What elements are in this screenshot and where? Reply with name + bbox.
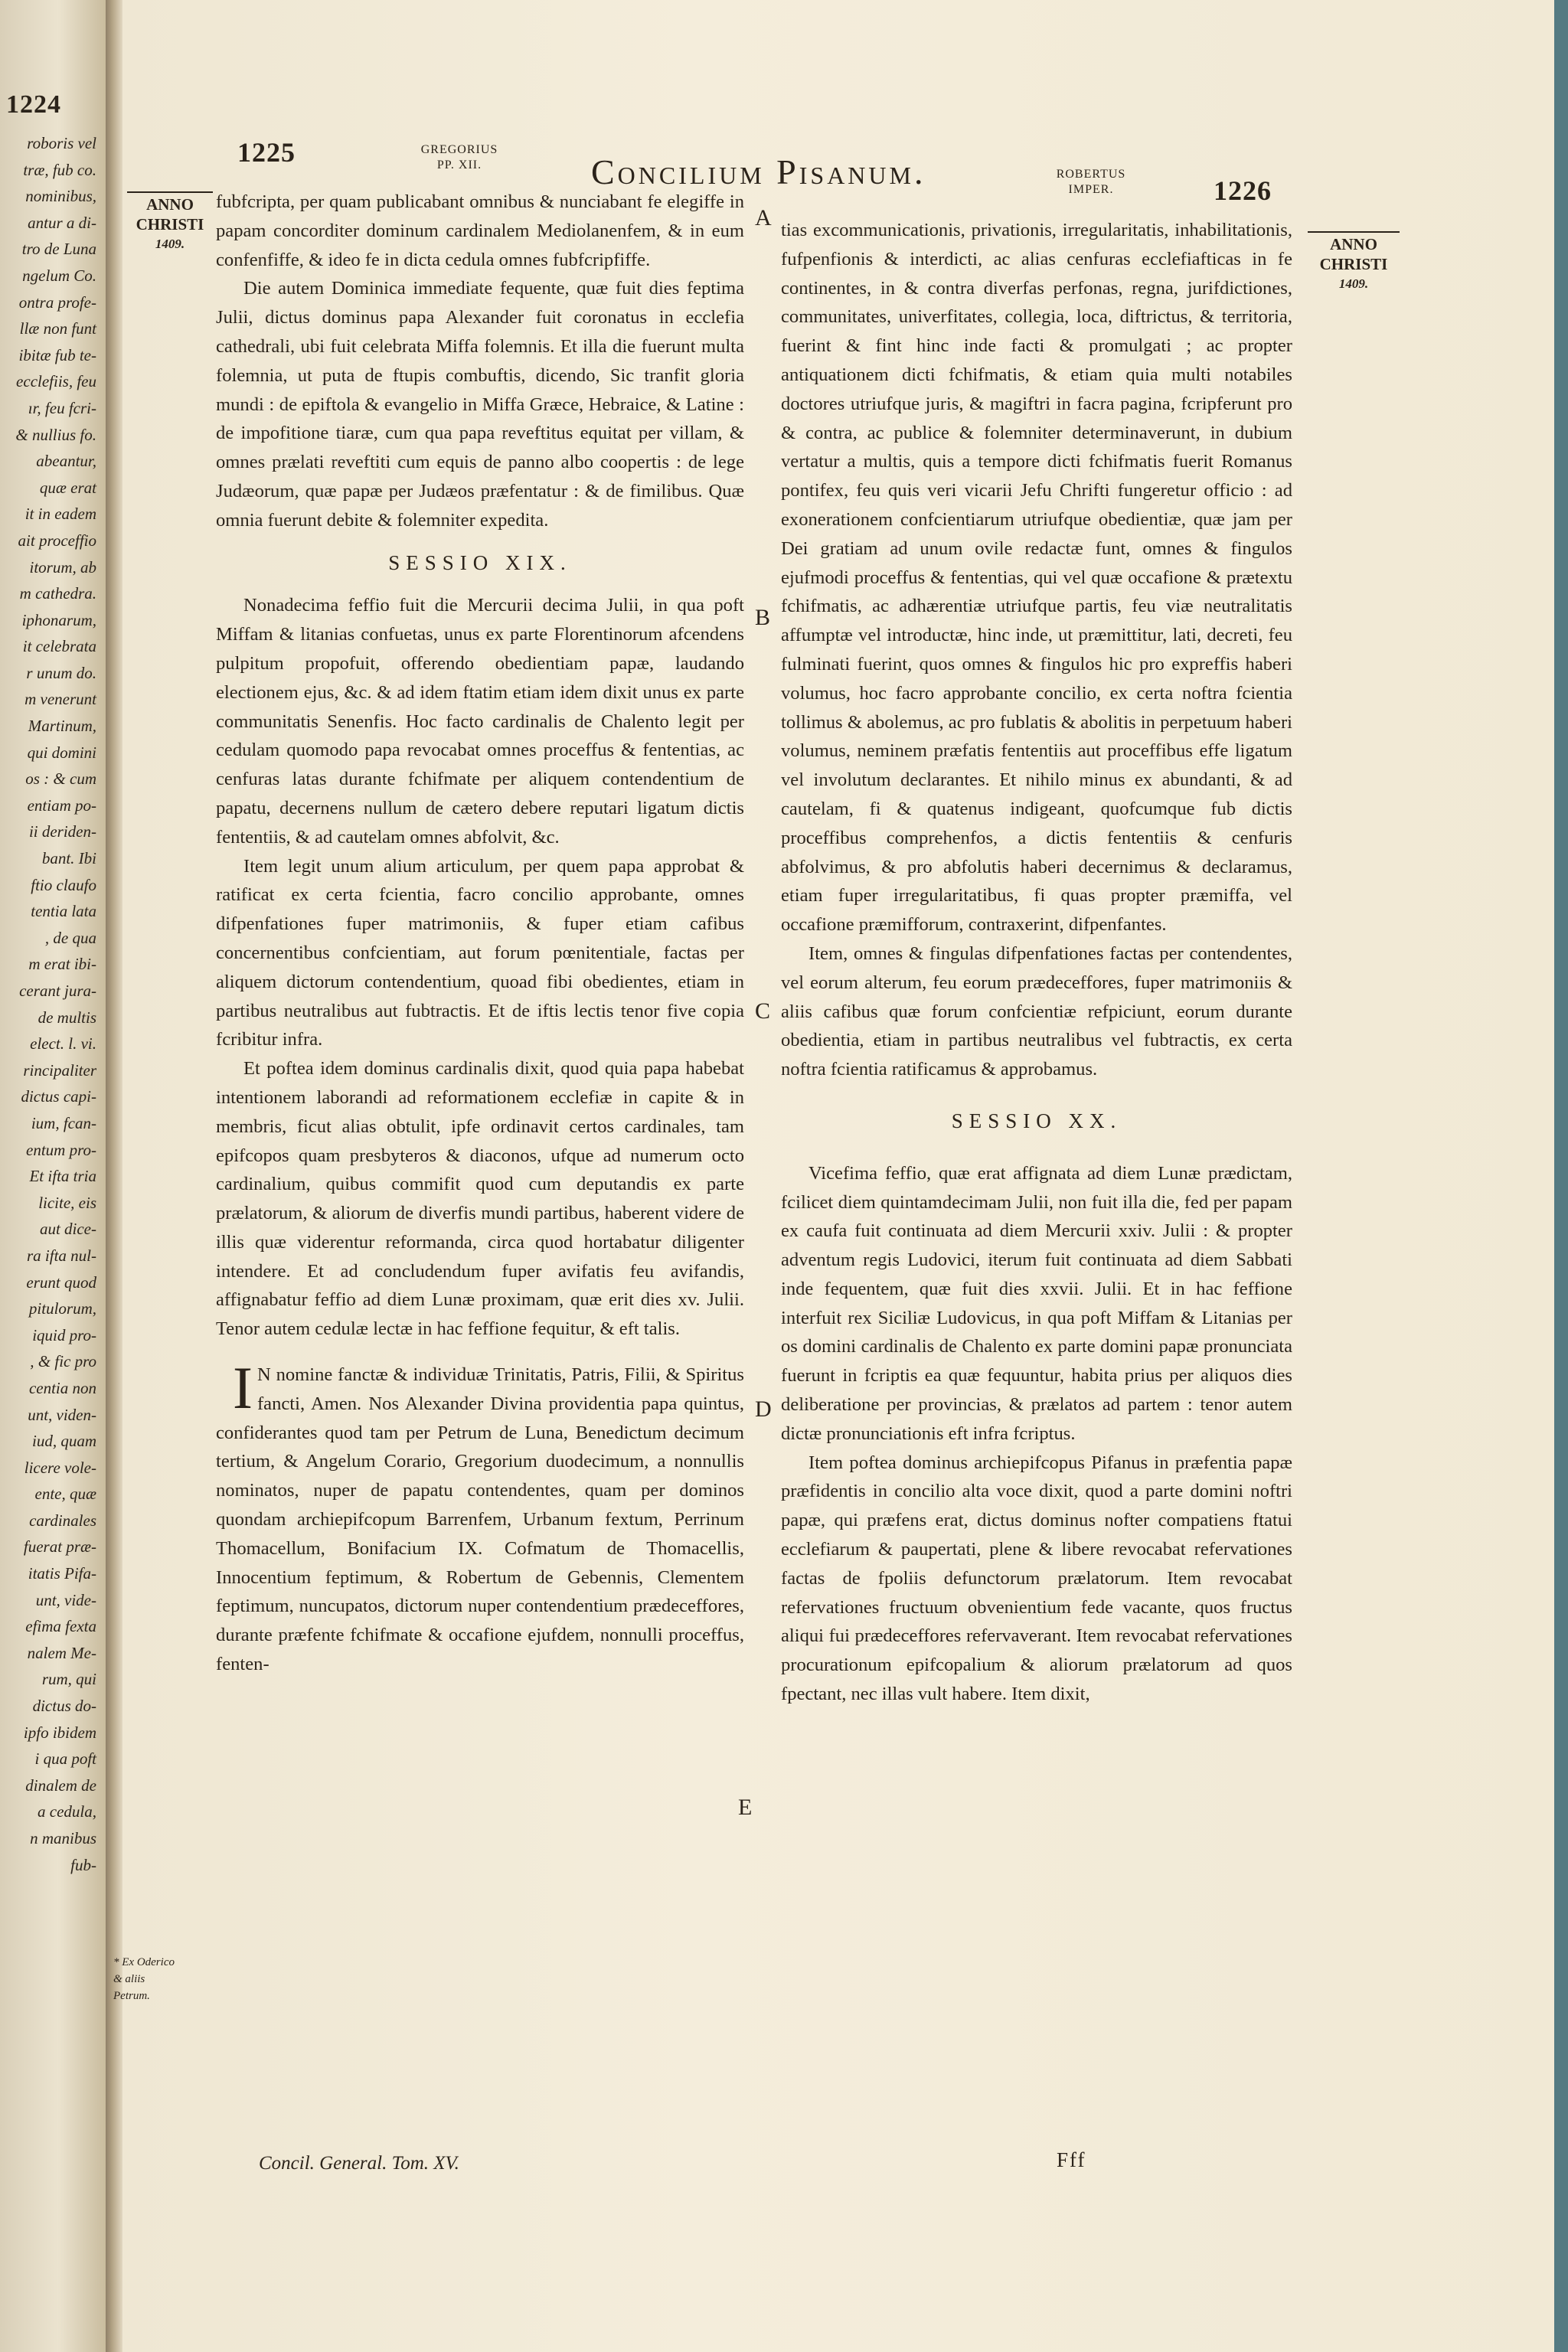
previous-page-margin-text [0, 130, 96, 1878]
anno-rule [1308, 231, 1400, 233]
margin-fragment: unt, viden- [28, 1405, 96, 1424]
margin-fragment: de multis [38, 1008, 96, 1027]
margin-fragment: erunt quod [26, 1272, 96, 1292]
margin-fragment: n manibus [30, 1829, 96, 1847]
margin-fragment: licere vole- [24, 1458, 96, 1477]
margin-letter-d: D [755, 1396, 772, 1422]
margin-fragment: iquid pro- [32, 1325, 96, 1344]
footer-text: Concil. General. Tom. XV. [259, 2153, 459, 2174]
margin-fragment: ontra profe- [18, 292, 96, 312]
margin-fragment: centia non [28, 1378, 96, 1397]
margin-fragment: , & fic pro [30, 1352, 96, 1371]
drop-capital: I [233, 1354, 253, 1422]
margin-fragment: dinalem de [25, 1775, 96, 1795]
margin-fragment: ecclefiis, feu [16, 372, 96, 391]
book-page [113, 0, 1554, 2352]
section-heading: SESSIO XIX. [388, 550, 572, 574]
margin-fragment: quæ erat [39, 478, 96, 497]
margin-fragment: tentia lata [31, 902, 96, 921]
margin-letter-b: B [755, 605, 771, 630]
paragraph: Vicefima feffio, quæ erat affignata ad diem Lunæ prædictam, fcilicet diem quintamdecimam Julii, non fuit illa die, fed per papam ex caufa fuit continuata ad diem Mercurii xxiv. Julii : & propter adventum regis Ludovici, iterum fuit continuata ad diem Sabbati inde fequentem, quæ fuit dies xxvii. Julii. Et in hac feffione interfuit rex Siciliæ Ludovicus, in qua poft Miffam & Litanias per os domini cardinalis de Chalento ex parte domini papæ pronunciata fuerunt in fcriptis ea quæ fequuntur, habita prius per aliquos dies deliberatione per provincias, & prælatos ad partem : tenor autem dictæ pronunciationis eft infra fcriptus. [781, 1162, 1292, 1444]
margin-fragment: iud, quam [32, 1432, 96, 1451]
right-page-number: 1226 [1214, 175, 1272, 206]
margin-fragment: unt, vide- [35, 1590, 96, 1609]
margin-fragment: ium, fcan- [31, 1113, 96, 1132]
margin-fragment: fub- [70, 1855, 96, 1874]
margin-fragment: cardinales [29, 1511, 96, 1530]
margin-letter-a: A [755, 205, 772, 230]
decree-text: N nomine fanctæ & individuæ Trinitatis, Patris, Filii, & Spiritus fancti, Amen. Nos Alexander Divina providentia papa quintus, confiderantes quod tam per Petrum de Luna, Benedictum decimum tertium, & Angelum Corario, Gregorium duodecimum, a nonnullis nominatos, nuper de papatu contendentes, quam per dominos quondam archiepifcopum Barrenfem, Urbanum fextum, Perrinum Thomacellum, Bonifacium IX. Cofmatum de Thomacellis, Innocentium feptimum, & Robertum de Gebennis, Clementem feptimum, nuncupatos, dictorum nuper contendentium prædeceffores, durante præfente fchifmate & occafione ejufdem, nonnulli proceffus, fenten- [216, 1364, 744, 1675]
margin-fragment: itorum, ab [29, 557, 96, 577]
page-edge [1554, 0, 1568, 2352]
margin-fragment: antur a di- [28, 213, 96, 232]
left-page-number: 1225 [237, 137, 296, 168]
margin-letter-c: C [755, 998, 771, 1024]
margin-fragment: ipfo ibidem [23, 1723, 96, 1742]
margin-fragment: itatis Pifa- [28, 1564, 96, 1583]
margin-fragment: cerant jura- [19, 982, 96, 1000]
margin-fragment: abeantur, [36, 452, 96, 471]
margin-fragment: dictus capi- [21, 1087, 96, 1106]
margin-fragment: entum pro- [26, 1140, 96, 1159]
margin-fragment: ibitæ fub te- [18, 345, 96, 364]
running-head-line: GREGORIUS [420, 143, 498, 156]
margin-fragment: ente, quæ [34, 1485, 96, 1504]
margin-fragment: ait proceffio [18, 531, 96, 550]
section-heading: SESSIO XX. [951, 1109, 1122, 1132]
margin-fragment: m erat ibi- [28, 955, 96, 974]
running-head-line: PP. XII. [436, 158, 482, 172]
anno-year: 1409. [1338, 276, 1369, 291]
margin-fragment: træ, fub co. [23, 160, 96, 179]
margin-note [113, 1954, 175, 2004]
running-head-line: IMPER. [1068, 183, 1114, 196]
margin-fragment: nalem Me- [27, 1643, 96, 1662]
margin-fragment: licite, eis [38, 1193, 96, 1212]
margin-fragment: m cathedra. [19, 584, 96, 603]
margin-fragment: m venerunt [24, 690, 96, 709]
previous-page [0, 0, 106, 2352]
margin-fragment: a cedula, [38, 1802, 96, 1821]
margin-fragment: elect. l. vi. [30, 1034, 96, 1054]
right-running-head [1041, 167, 1141, 198]
margin-fragment: qui domini [27, 743, 96, 762]
margin-fragment: iphonarum, [21, 610, 96, 629]
margin-fragment: roboris vel [27, 134, 96, 152]
margin-fragment: rincipaliter [23, 1060, 96, 1080]
margin-fragment: it celebrata [22, 637, 96, 656]
anno-label: ANNO [146, 195, 194, 214]
paragraph: Et poftea idem dominus cardinalis dixit, quod quia papa habebat intentionem laborandi ad reformationem ecclefiæ in capite & in membris, ficut alias obtulit, ipfe ordinavit certos cardinales, tam epifcopos quam presbyteros & diaconos, ufque ad numerum octo cardinalium, quibus commifit quod cum deputandis ex parte prælatorum, & aliorum de diverfis mundi partibus, haberent videre de illis quæ viderentur reformanda, circa quod hortabatur diligenter intendere. Et ad concludendum fuper avifatis feu avifandis, affignabatur feffio ad diem Lunæ proximam, quæ erit dies xv. Julii. Tenor autem cedulæ lectæ in hac feffione fequitur, & eft talis. [216, 1058, 744, 1340]
anno-rule [127, 191, 213, 193]
paragraph: fubfcripta, per quam publicabant omnibus & nunciabant fe elegiffe in papam concorditer dominum cardinalem Mediolanenfem, & in eum confenfiffe, & ideo fe in dicta cedula omnes fubfcripfiffe. [216, 191, 744, 270]
margin-fragment: ngelum Co. [22, 266, 96, 285]
margin-fragment: aut dice- [39, 1220, 96, 1239]
margin-fragment: i qua poft [34, 1749, 96, 1769]
margin-fragment: entiam po- [27, 795, 96, 815]
margin-note-line: & aliis [113, 1973, 145, 1985]
margin-fragment: ra ifta nul- [26, 1246, 96, 1265]
paragraph: Die autem Dominica immediate fequente, quæ fuit dies feptima Julii, dictus dominus papa Alexander fuit coronatus in ecclefia cathedrali, ubi fuit celebrata Miffa folemnis. Et illa die fuerunt multa folemnia, ut puta de ftupis combuftis, dicendo, Sic tranfit gloria mundi : de epiftola & evangelio in Miffa Græce, Hebraice, & Latine : de impofitione tiaræ, cum qua papa reveftitus equitat per villam, & omnes prælati reveftiti cum equis de panno albo coopertis : de lege Judæorum, quæ papæ per Judæos præfentatur : & de fimilibus. Quæ omnia fuerunt debite & folemniter expedita. [216, 278, 744, 531]
margin-fragment: ftio claufo [31, 875, 96, 894]
margin-fragment: fuerat præ- [23, 1537, 96, 1557]
footer-volume [259, 2153, 459, 2174]
left-running-head [406, 142, 513, 173]
paragraph: Nonadecima feffio fuit die Mercurii decima Julii, in qua poft Miffam & litanias confuetas, unus ex parte Florentinorum afcendens pulpitum propofuit, offerendo obedientiam papæ, laudando electionem ejus, &c. & ad idem ftatim etiam idem dixit unus ex parte communitatis Senenfis. Hoc facto cardinalis de Chalento legit per cedulam quomodo papa revocabat omnes proceffus & fententias, ac cenfuras latas durante fchifmate per aliquem contendentium de papatu, decernens nullum de cætero debere reputari ligatum dictis fententiis, & ad cautelam omnes abfolvit, &c. [216, 595, 744, 848]
margin-fragment: Martinum, [28, 717, 96, 736]
anno-label: CHRISTI [1319, 255, 1388, 273]
anno-year: 1409. [155, 237, 185, 251]
decree-paragraph [216, 1354, 744, 1679]
signature-mark: Fff [1057, 2148, 1086, 2171]
paragraph: Item legit unum alium articulum, per quem papa approbat & ratificat ex certa fcientia, facro concilio approbante, omnes difpenfationes fuper matrimoniis, & fuper etiam cafibus concernentibus confcientiam, aut forum pœnitentiale, factas per aliquem dictorum contendentium, quoad fibi obedientes, etiam in partibus neutralibus aut fubtractis. Et de iftis lectis tenor five copia fcribitur infra. [216, 855, 744, 1050]
margin-fragment: r unum do. [26, 663, 96, 682]
paragraph: Item poftea dominus archiepifcopus Pifanus in præfentia papæ præfidentis in concilio alta voce dixit, quod a parte domini noftri papæ, qui præfens erat, dictus dominus nofter compatiens ftatui ecclefiarum & paupertati, plene & libere revocabat refervationes factas de fpoliis defunctorum prælatorum. Item revocabat refervationes fructuum obvenientium fede vacante, quos fructus aliqui fui prædeceffores refervaverant. Item revocabat refervationes procurationum epifcopalium & aliorum prælatorum ad quos fpectant, nec illas vult habere. Item dixit, [781, 1452, 1292, 1705]
margin-fragment: it in eadem [24, 505, 96, 524]
margin-fragment: pitulorum, [28, 1299, 96, 1318]
left-column [216, 188, 744, 1679]
margin-fragment: llæ non funt [19, 319, 96, 338]
margin-fragment: ii deriden- [28, 822, 96, 841]
margin-letter-e: E [738, 1795, 753, 1820]
anno-right [1308, 231, 1400, 294]
margin-fragment: os : & cum [25, 769, 96, 789]
decree-paragraph: tias excommunicationis, privationis, irregularitatis, inhabilitationis, fufpenfionis & interdicti, ac alias cenfuras ecclefiafticas in fe continentes, in & contra diverfas perfonas, regna, jurifdictiones, communitates, univerfitates, collegia, loca, diftrictus, & territoria, fuerint & fint hinc inde facti & promulgati ; ac propter antiquationem dicti fchifmatis, & etiam quia multi notabiles doctores utriufque juris, & magiftri in facra pagina, fcripferunt pro & contra, ac publice & folemniter determinaverunt, in dubium vertatur a multis, quis a tempore dicti fchifmatis fuerit Romanus pontifex, feu quis veri vicarii Jefu Chrifti fungeretur officio : ad exonerationem confcientiarum utriufque obedientiæ, quæ jam per Dei gratiam ad unum ovile redactæ funt, omnes & fingulos ejufmodi proceffus & fententias, qui vel quæ occafione & prætextu fchifmatis, ac adhærentiæ utriufque partis, feu viæ neutralitatis affumptæ vel introductæ, hinc inde, ut præmittitur, lati, decreti, feu fulminati fuerint, quos omnes & fingulos hic pro expreffis haberi volumus, hoc facro approbante concilio, ex certa noftra fcientia tollimus & abolemus, ac pro fublatis & abolitis in perpetuum haberi volumus, neminem præfatis fententiis aut proceffibus effe ligatum vel involutum declarantes. Et nihilo minus ex abundanti, & ad cautelam, fi & quatenus indigeant, quofcumque fub dictis proceffibus comprehenfos, a dictis fententiis & cenfuris abfolvimus, & pro abfolutis haberi decernimus & declaramus, etiam fuper irregularitatibus, fi quas propter præmiffa, vel occafione præmifforum, contraxerint, difpenfantes. [781, 220, 1292, 936]
running-head-line: ROBERTUS [1056, 168, 1126, 181]
right-column [781, 216, 1292, 1709]
margin-fragment: rum, qui [41, 1670, 96, 1689]
page-title: Concilium Pisanum. [591, 152, 926, 191]
margin-note-line: * Ex Oderico [113, 1956, 175, 1968]
anno-label: ANNO [1330, 235, 1377, 253]
margin-fragment: & nullius fo. [15, 425, 96, 444]
margin-fragment: nominibus, [25, 187, 96, 206]
margin-fragment: bant. Ibi [41, 849, 96, 868]
margin-fragment: Et ifta tria [29, 1167, 96, 1186]
margin-fragment: ır, feu fcri- [28, 398, 96, 417]
margin-fragment: dictus do- [32, 1697, 96, 1716]
anno-label: CHRISTI [136, 215, 204, 234]
margin-fragment: tro de Luna [21, 240, 96, 259]
margin-note-line: Petrum. [113, 1990, 150, 2002]
decree-paragraph: Item, omnes & fingulas difpenfationes factas per contendentes, vel eorum alterum, feu eorum prædeceffores, fuper matrimoniis & aliis cafibus quæ forum confcientiæ refpiciunt, eorum durante obedientia, etiam in partibus neutralibus vel fubtractis, ex certa noftra fcientia ratificamus & approbamus. [781, 942, 1292, 1080]
previous-page-number: 1224 [6, 90, 61, 119]
margin-fragment: efima fexta [25, 1617, 96, 1636]
anno-left [127, 191, 213, 254]
margin-fragment: , de qua [44, 928, 96, 947]
